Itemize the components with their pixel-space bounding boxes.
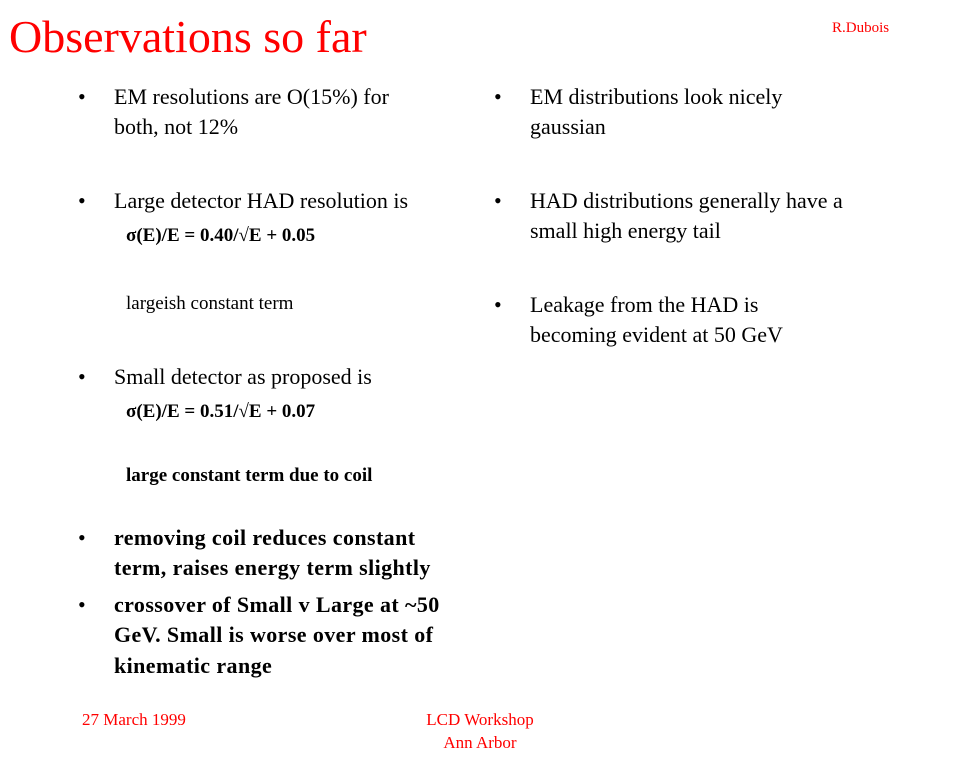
left-bullet-4 bbox=[78, 523, 478, 585]
footer-date: 27 March 1999 bbox=[82, 710, 186, 729]
left-bullet-4-line-2: term, raises energy term slightly bbox=[114, 555, 431, 580]
left-bullet-5-line-2: GeV. Small is worse over most of bbox=[114, 622, 434, 647]
right-bullet-3-line-1: Leakage from the HAD is bbox=[530, 292, 759, 317]
footer-event-location: Ann Arbor bbox=[443, 733, 517, 752]
right-bullet-2-line-1: HAD distributions generally have a bbox=[530, 188, 843, 213]
right-bullet-3-line-2: becoming evident at 50 GeV bbox=[530, 322, 783, 347]
right-bullet-2-line-2: small high energy tail bbox=[530, 218, 721, 243]
left-bullet-2-line-1: Large detector HAD resolution is bbox=[114, 188, 409, 213]
bullet-marker: • bbox=[78, 364, 86, 389]
right-bullet-1-line-1: EM distributions look nicely bbox=[530, 84, 783, 109]
note-small-detector: large constant term due to coil bbox=[126, 465, 373, 486]
left-bullet-1-line-1: EM resolutions are O(15%) for bbox=[114, 84, 389, 109]
formula-large-detector: σ(E)/E = 0.40/√E + 0.05 bbox=[126, 225, 316, 246]
author-label: R.Dubois bbox=[832, 20, 890, 36]
right-bullet-2 bbox=[494, 186, 914, 248]
left-bullet-1 bbox=[78, 82, 478, 144]
right-bullet-1 bbox=[494, 82, 914, 144]
bullet-marker: • bbox=[78, 592, 86, 617]
right-bullet-1-line-2: gaussian bbox=[530, 114, 606, 139]
left-bullet-5 bbox=[78, 590, 478, 682]
bullet-marker: • bbox=[78, 188, 86, 213]
page-title: Observations so far bbox=[9, 11, 367, 62]
footer-event-name: LCD Workshop bbox=[426, 710, 534, 729]
left-bullet-2 bbox=[78, 186, 478, 216]
left-bullet-3-line-1: Small detector as proposed is bbox=[114, 364, 372, 389]
left-bullet-1-line-2: both, not 12% bbox=[114, 114, 239, 139]
left-bullet-5-line-1: crossover of Small v Large at ~50 bbox=[114, 592, 440, 617]
left-bullet-3 bbox=[78, 362, 478, 392]
bullet-marker: • bbox=[494, 292, 502, 317]
bullet-marker: • bbox=[494, 188, 502, 213]
formula-small-detector: σ(E)/E = 0.51/√E + 0.07 bbox=[126, 401, 316, 422]
bullet-marker: • bbox=[494, 84, 502, 109]
right-bullet-3 bbox=[494, 290, 914, 352]
left-bullet-5-line-3: kinematic range bbox=[114, 653, 273, 678]
left-bullet-4-line-1: removing coil reduces constant bbox=[114, 525, 416, 550]
note-large-detector: largeish constant term bbox=[126, 293, 294, 314]
bullet-marker: • bbox=[78, 84, 86, 109]
bullet-marker: • bbox=[78, 525, 86, 550]
